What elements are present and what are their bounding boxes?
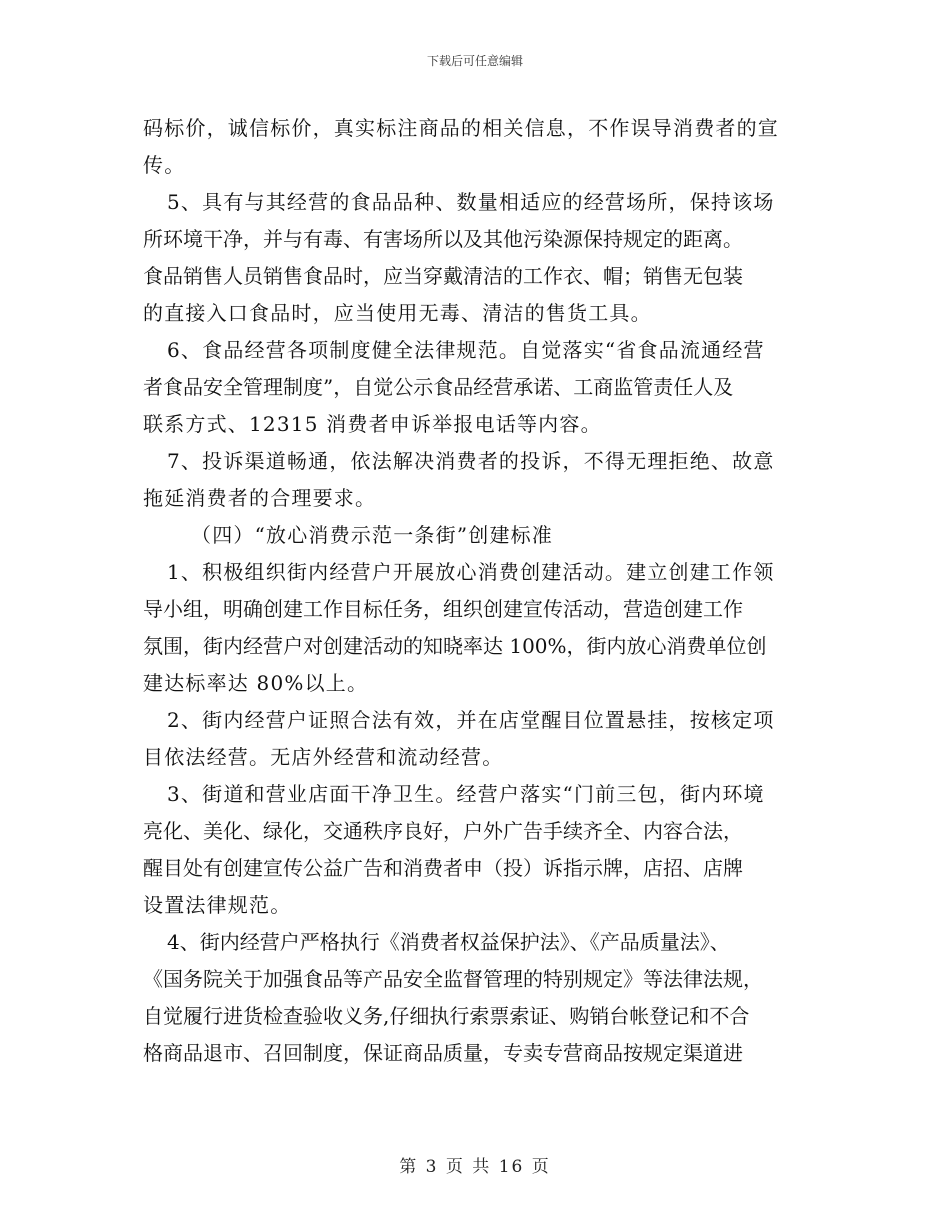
- paragraph-2-start: 2、街内经营户证照合法有效，并在店堂醒目位置悬挂，按核定项: [167, 708, 775, 732]
- text-line: 联系方式、12315 消费者申诉举报电话等内容。: [143, 412, 602, 436]
- section-heading: （四）“放心消费示范一条街”创建标准: [191, 523, 554, 547]
- text-line: 码标价，诚信标价，真实标注商品的相关信息，不作误导消费者的宣: [143, 116, 779, 140]
- text-line: 食品销售人员销售食品时，应当穿戴清洁的工作衣、帽；销售无包装: [143, 264, 743, 288]
- text-line: 传。: [143, 153, 186, 177]
- paragraph-6-start: 6、食品经营各项制度健全法律规范。自觉落实“省食品流通经营: [167, 338, 765, 362]
- text-line: 亮化、美化、绿化，交通秩序良好，户外广告手续齐全、内容合法，: [143, 819, 743, 843]
- text-line: 醒目处有创建宣传公益广告和消费者申（投）诉指示牌，店招、店牌: [143, 856, 743, 880]
- text-line: 《国务院关于加强食品等产品安全监督管理的特别规定》等法律法规，: [143, 967, 763, 991]
- text-line: 导小组，明确创建工作目标任务，组织创建宣传活动，营造创建工作: [143, 597, 743, 621]
- text-line: 目依法经营。无店外经营和流动经营。: [143, 745, 504, 769]
- paragraph-5-start: 5、具有与其经营的食品品种、数量相适应的经营场所，保持该场: [167, 190, 775, 214]
- document-body: [143, 110, 823, 1072]
- page-footer: 第 3 页 共 16 页: [399, 1157, 551, 1177]
- text-line: 建达标率达 80%以上。: [143, 671, 369, 695]
- text-line: 自觉履行进货检查验收义务,仔细执行索票索证、购销台帐登记和不合: [143, 1004, 750, 1028]
- text-line: 设置法律规范。: [143, 893, 292, 917]
- paragraph-3-start: 3、街道和营业店面干净卫生。经营户落实“门前三包，街内环境: [167, 782, 765, 806]
- paragraph-1-start: 1、积极组织街内经营户开展放心消费创建活动。建立创建工作领: [167, 560, 775, 584]
- text-line: 格商品退市、召回制度，保证商品质量，专卖专营商品按规定渠道进: [143, 1041, 743, 1065]
- text-line: 的直接入口食品时，应当使用无毒、清洁的售货工具。: [143, 301, 652, 325]
- text-line: 氛围，街内经营户对创建活动的知晓率达 100%，街内放心消费单位创: [143, 634, 767, 658]
- page-header: 下载后可任意编辑: [426, 54, 523, 68]
- paragraph-4-start: 4、街内经营户严格执行《消费者权益保护法》、《产品质量法》、: [167, 930, 730, 954]
- text-line: 者食品安全管理制度”，自觉公示食品经营承诺、工商监管责任人及: [143, 375, 734, 399]
- text-line: 所环境干净，并与有毒、有害场所以及其他污染源保持规定的距离。: [143, 227, 743, 251]
- text-line: 拖延消费者的合理要求。: [143, 486, 377, 510]
- paragraph-7-start: 7、投诉渠道畅通，依法解决消费者的投诉，不得无理拒绝、故意: [167, 449, 775, 473]
